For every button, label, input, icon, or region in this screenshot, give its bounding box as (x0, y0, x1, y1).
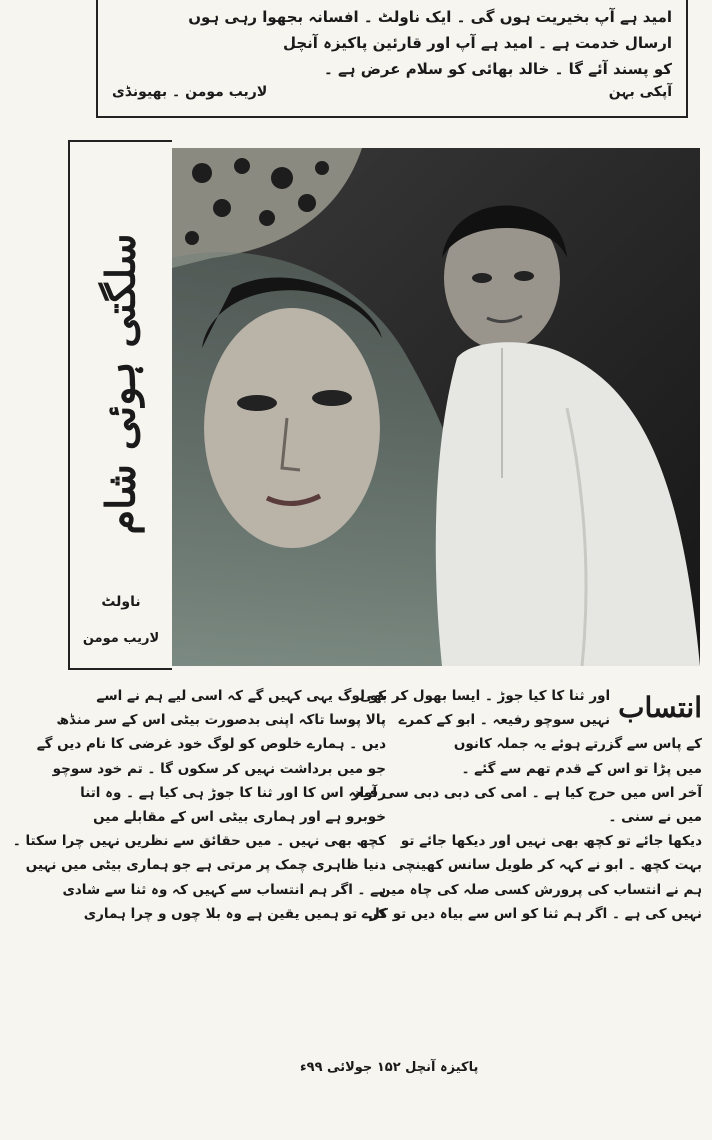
novel-author: لاریب مومن (82, 631, 160, 646)
text-line: کرے تو ہمیں یقین ہے وہ بلا چوں و چرا ہماری (83, 905, 386, 922)
letter-box (96, 0, 688, 118)
letter-line: امید ہے آپ بخیریت ہوں گی ۔ ایک ناولٹ ۔ افسانہ بجھوا رہی ہوں (188, 8, 672, 26)
signature-name: لاریب مومن ۔ بھیونڈی (112, 84, 268, 100)
text-line: دنیا ظاہری چمک پر مرتی ہے جو ہماری بیٹی میں نہیں (25, 857, 386, 874)
text-line: پالا پوسا تاکہ اپنی بدصورت بیٹی اس کے سر منڈھ (56, 712, 386, 729)
text-line: میں نے سنی ۔ (608, 809, 702, 826)
intisab-heading: انتساب (618, 691, 702, 724)
text-line: کو لوگ یہی کہیں گے کہ اسی لیے ہم نے اسے (96, 688, 386, 704)
text-line: دیکھا جائے تو کچھ بھی نہیں اور دیکھا جائے تو (400, 833, 702, 850)
letter-signature (112, 84, 672, 100)
illustration-photo (172, 148, 700, 666)
text-line: ہم نے انتساب کی پرورش کسی صلہ کی چاہ میں (378, 881, 702, 898)
letter-line: ارسال خدمت ہے ۔ امید ہے آپ اور قارئین پاکیزہ آنچل (282, 34, 672, 52)
text-line: اور ثنا کا کیا جوڑ ۔ ایسا بھول کر بھی (359, 688, 611, 704)
signature-label: آپکی بہن (608, 84, 672, 100)
novel-title: سلگتی ہوئی شام (97, 233, 145, 535)
text-line: رفیعہ اس کا اور ثنا کا جوڑ ہی کیا ہے ۔ وہ اتنا (80, 784, 386, 801)
text-line: جو میں برداشت نہیں کر سکوں گا ۔ تم خود سوچو (52, 760, 386, 777)
text-line: دیں ۔ ہمارے خلوص کو لوگ خود غرضی کا نام دیں گے (36, 736, 386, 753)
novel-title-panel (68, 140, 172, 670)
text-line: ہے ۔ اگر ہم انتساب سے کہیں کہ وہ ثنا سے شادی (62, 881, 386, 898)
article-column-right (351, 684, 702, 926)
text-line: خوبرو ہے اور ہماری بیٹی اس کے مقابلے میں (93, 809, 386, 826)
text-line: آخر اس میں حرج کیا ہے ۔ امی کی دبی دبی سی آواز (351, 784, 702, 801)
text-line: کے پاس سے گزرتے ہوئے یہ جملہ کانوں (453, 736, 702, 753)
text-line: میں پڑا تو اس کے قدم تھم سے گئے ۔ (461, 760, 702, 777)
article-column-left (12, 684, 386, 926)
text-line: نہیں کی ہے ۔ اگر ہم ثنا کو اس سے بیاہ دیں تو کل (368, 905, 702, 922)
novel-tag: ناولٹ (101, 594, 141, 610)
text-line: بہت کچھ ۔ ابو نے کہہ کر طویل سانس کھینچی ۔ (379, 857, 702, 874)
text-line: نہیں سوچو رفیعہ ۔ ابو کے کمرے (398, 712, 611, 729)
text-line: کچھ بھی نہیں ۔ میں حقائق سے نظریں نہیں چرا سکتا ۔ (12, 833, 386, 850)
letter-line: کو پسند آئے گا ۔ خالد بھائی کو سلام عرض ہے ۔ (323, 60, 672, 78)
page-footer: پاکیزہ آنچل ۱۵۲ جولائی ۹۹ء (300, 1060, 479, 1075)
